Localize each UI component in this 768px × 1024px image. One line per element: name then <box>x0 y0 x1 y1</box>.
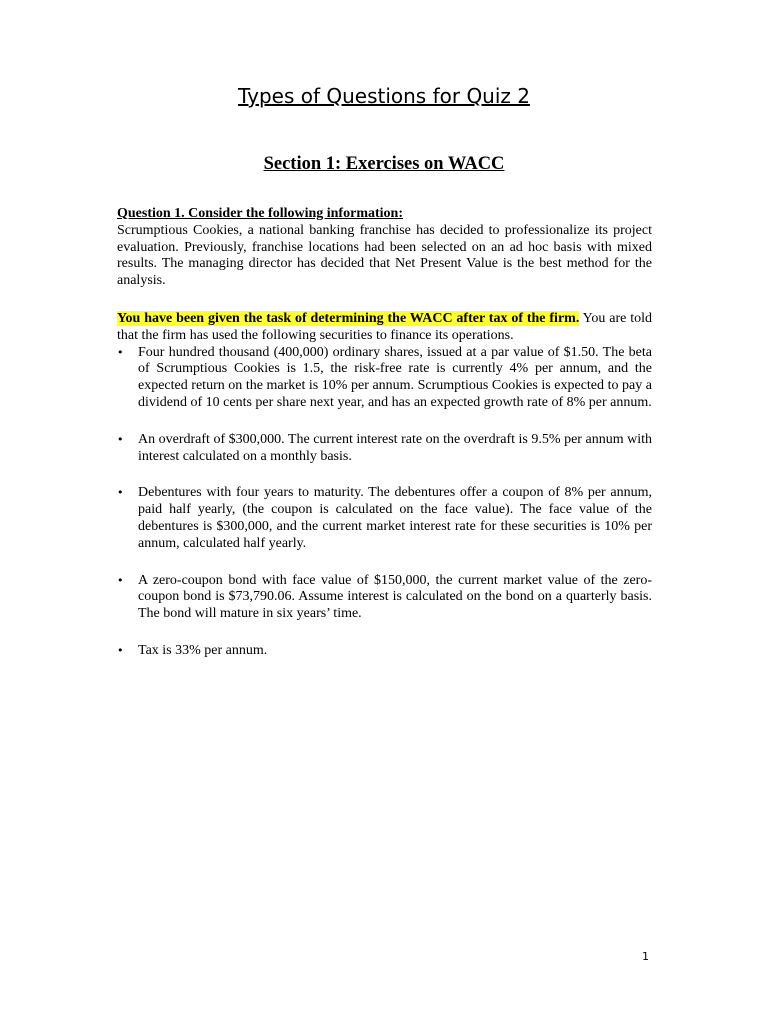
bullet-icon: • <box>117 573 124 587</box>
intro-paragraph: Scrumptious Cookies, a national banking franchise has decided to professionalize its project evaluation. Previously, franchise locations had been selected on an ad hoc basis with mixed results. The managing director has decided that Net Present Value is the best method for the analysis. <box>117 222 652 289</box>
securities-list <box>117 345 652 660</box>
list-item-text: An overdraft of $300,000. The current interest rate on the overdraft is 9.5% per annum with interest calculated on a monthly basis. <box>138 431 652 464</box>
list-item <box>117 643 652 660</box>
list-item-text: Four hundred thousand (400,000) ordinary shares, issued at a par value of $1.50. The beta of Scrumptious Cookies is 1.5, the risk-free rate is currently 4% per annum, and the expected return on the market is 10% per annum. Scrumptious Cookies is expected to pay a dividend of 10 cents per share next year, and has an expected growth rate of 8% per annum. <box>138 344 652 410</box>
bullet-icon: • <box>117 345 124 359</box>
list-item-text: A zero-coupon bond with face value of $150,000, the current market value of the zero-coupon bond is $73,790.06. Assume interest is calculated on the bond on a quarterly basis. The bond will mature in six years’ time. <box>138 572 652 622</box>
document-title: Types of Questions for Quiz 2 <box>238 84 530 108</box>
list-item <box>117 485 652 552</box>
task-highlight: You have been given the task of determining the WACC after tax of the firm. <box>117 310 580 326</box>
page-number: 1 <box>642 950 649 963</box>
list-item-text: Debentures with four years to maturity. The debentures offer a coupon of 8% per annum, paid half yearly, (the coupon is calculated on the face value). The face value of the debentures is $300,000, and the current market interest rate for these securities is 10% per annum, calculated half yearly. <box>138 485 652 551</box>
section-title: Section 1: Exercises on WACC <box>263 154 505 174</box>
bullet-icon: • <box>117 643 124 657</box>
question-body <box>117 206 652 680</box>
bullet-icon: • <box>117 432 124 446</box>
bullet-icon: • <box>117 486 124 500</box>
list-item <box>117 345 652 412</box>
task-paragraph <box>117 311 652 345</box>
task-continuation: You are told that the firm has used the following securities to finance its operations. <box>117 310 652 343</box>
list-item-text: Tax is 33% per annum. <box>138 642 268 658</box>
list-item <box>117 432 652 466</box>
list-item <box>117 573 652 623</box>
question-heading: Question 1. Consider the following information: <box>117 206 403 221</box>
